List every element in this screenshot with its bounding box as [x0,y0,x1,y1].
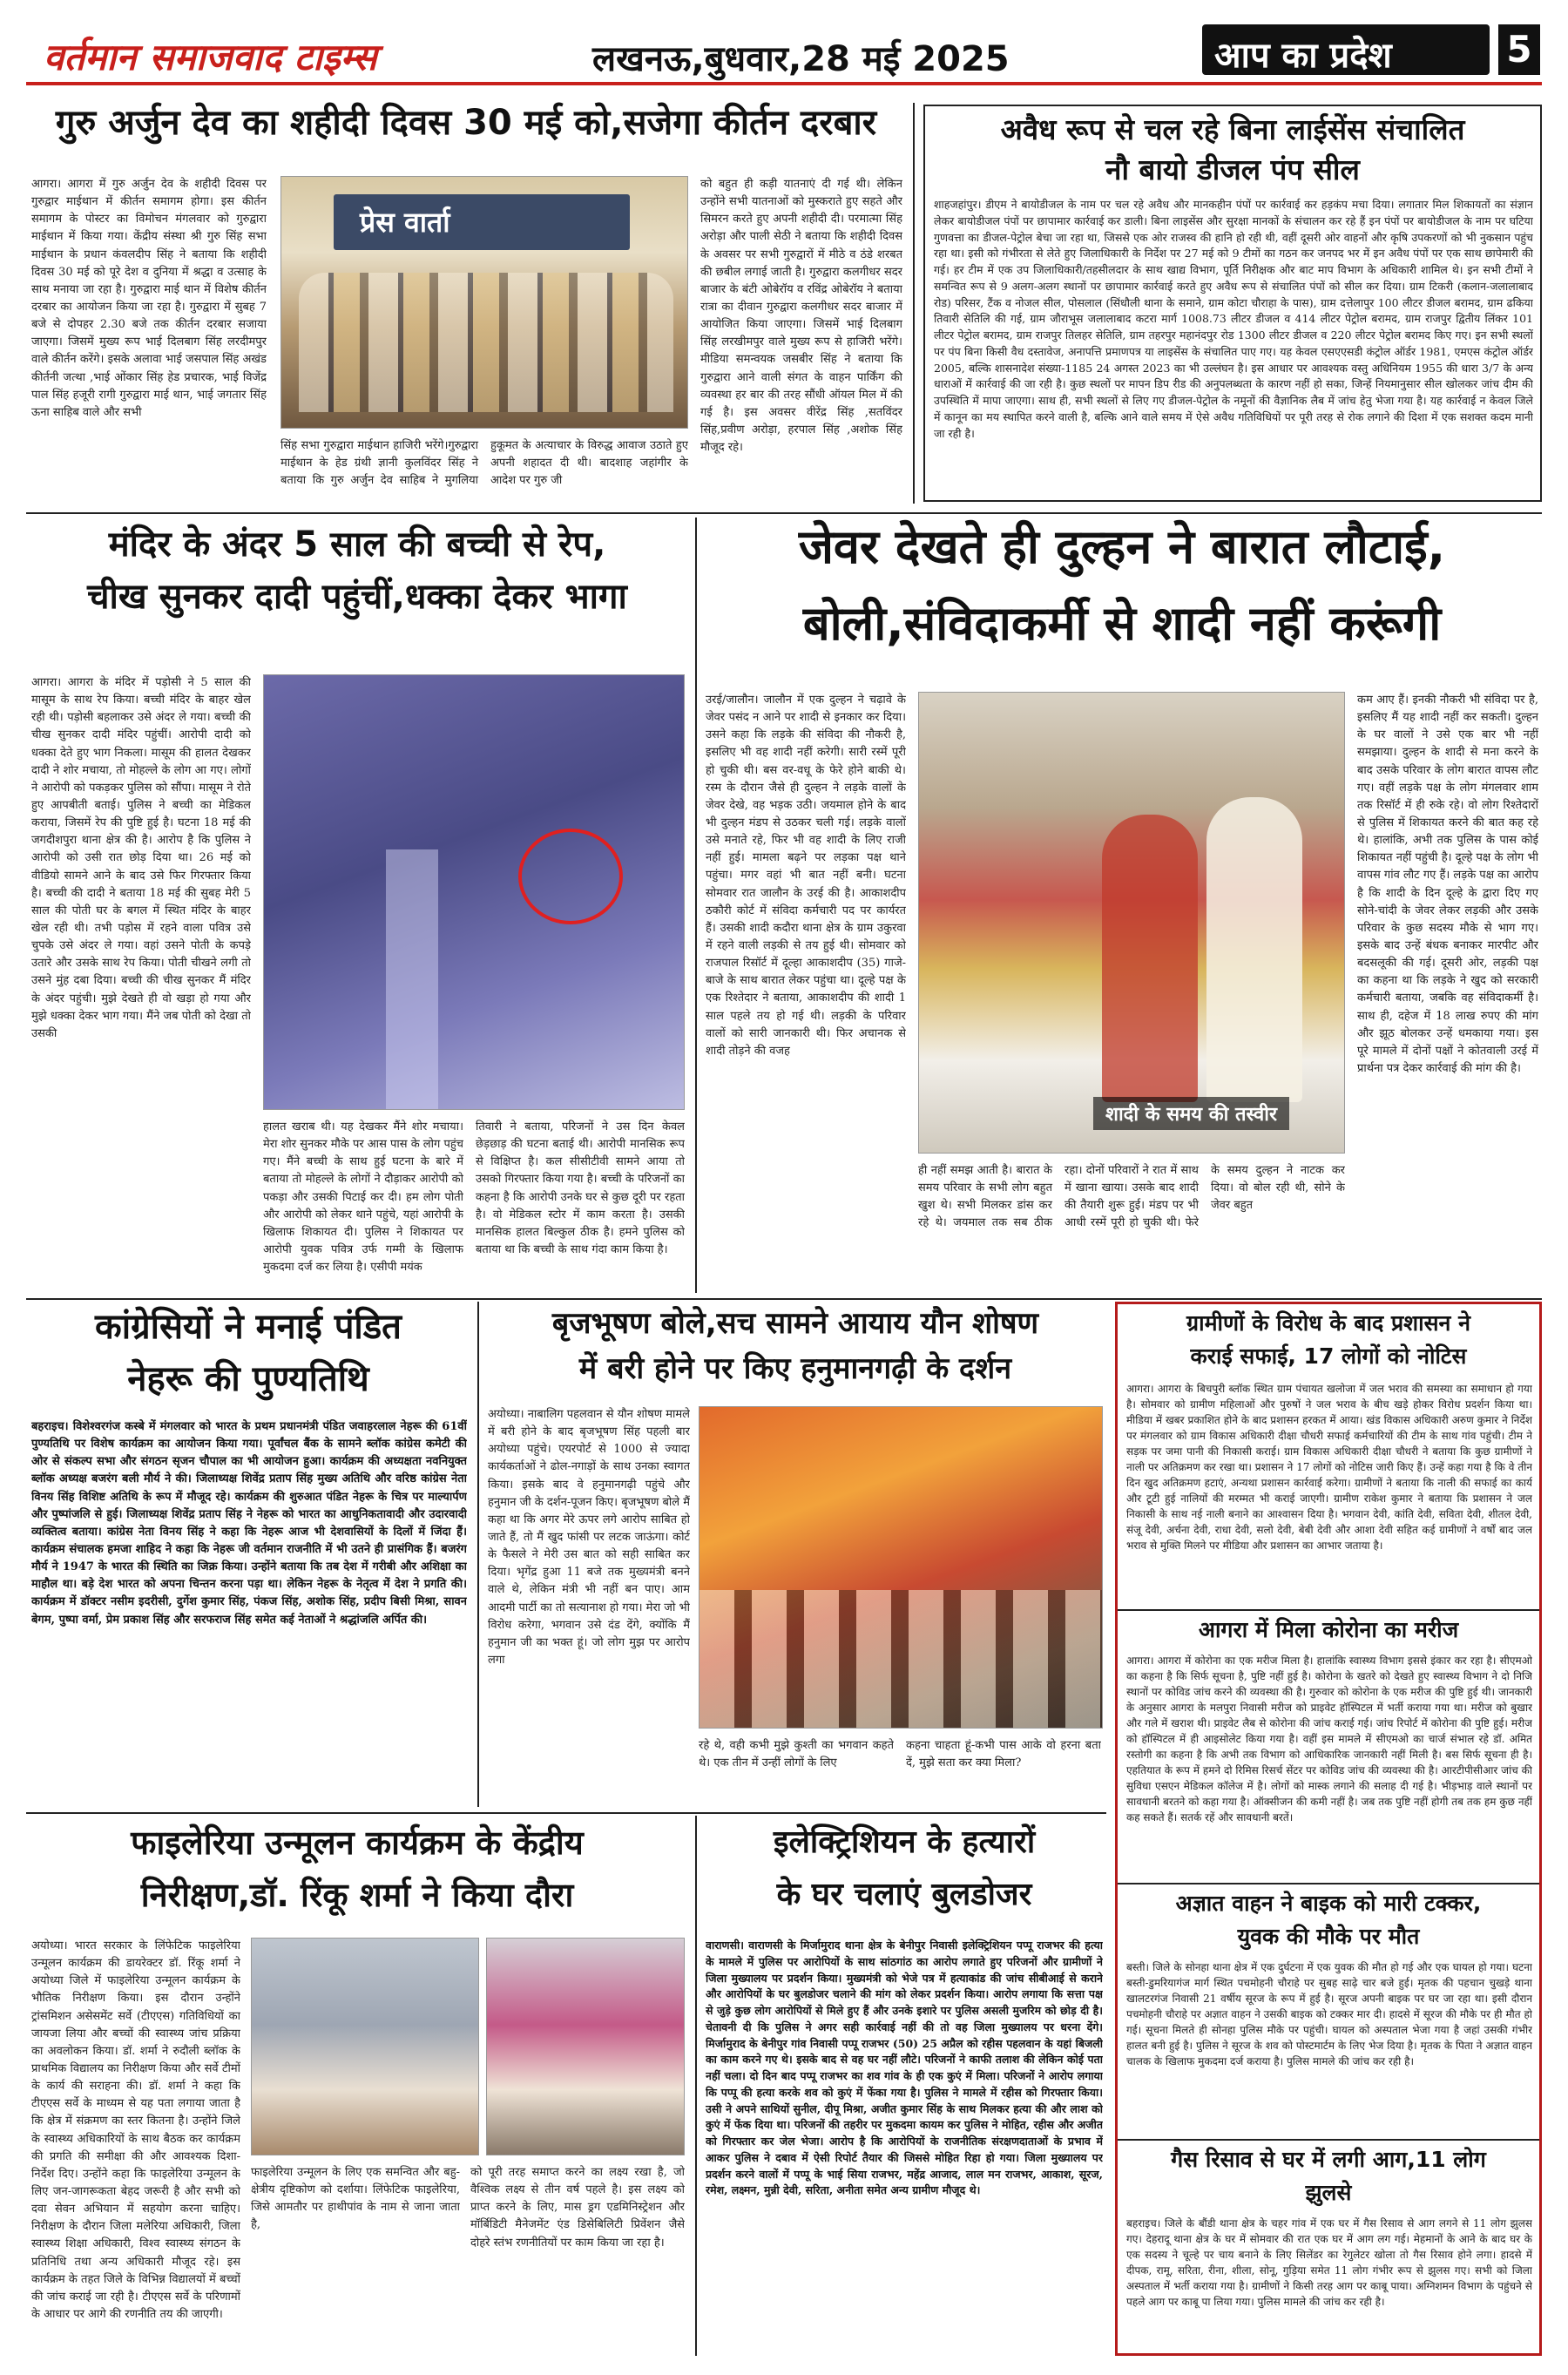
headline-mandir-1: मंदिर के अंदर 5 साल की बच्ची से रेप, [108,524,606,565]
body-diesel: शाहजहांपुर। डीएम ने बायोडीजल के नाम पर चल रहे अवैध और मानकहीन पंपों पर कार्रवाई कर हड़कंप मचा दिया। लगातार मिल शिकायतों का संज्ञान लेकर बायोडीजल पंपों पर छापामार कार्रवाई कर डाली। बिना लाइसेंस और सुरक्षा मानकों के संचालन कर रहे हैं इन पंपों पर बायोडीजल के नाम पर घटिया गुणवत्ता का डीजल-पेट्रोल बेचा जा रहा था, जिससे एक ओर राजस्व की हानि हो रही थी, वहीं दूसरी ओर वाहनों और कृषि उपकरणों को भी नुकसान पहुंच रहा था। इसी को गंभीरता से लेते हुए जिलाधिकारी के निर्देश पर 27 मई को 9 टीमों का गठन कर जनपद भर में इन अवैध पंपों पर एक साथ छापेमारी की गई। हर टीम में एक उप जिलाधिकारी/तहसीलदार के साथ खाद्य विभाग, पूर्ति निरीक्षक और बाट माप विभाग के अधिकारी शामिल थे। इन सभी टीमों ने समन्वित रूप से 9 अलग-अलग स्थानों पर छापामार कार्रवाई करते हुए अवैध रूप से संचालित पंपों को सील कर दिया। ग्राम टिकरी (कलान-जलालाबाद रोड) परिसर, टैंक व नोजल सील, पोसलाल (सिंधौली थाना के समाने, ग्राम कोटा चौराहा के पास), ग्राम दत्तेलापुर 100 लीटर डीजल बरामद, ग्राम ढकिया तिवारी सेतिलि की गई, ग्राम जौराभूस जलालाबाद कटरा मार्ग 1008.73 लीटर डीजल व 414 लीटर पेट्रोल बरामद, ग्राम राजपुर द्वितीय लिंकर 101 लीटर पेट्रोल बरामद, ग्राम राजपुर तिलहर सेतिलि, ग्राम तहरपुर महानंदपुर रोड 1300 लीटर डीजल व 220 लीटर पेट्रोल बरामद किए गए। इन सभी स्थलों पर पंप बिना किसी वैध दस्तावेज, अनापत्ति प्रमाणपत्र या लाइसेंस के संचालित पाए गए। यह केवल एसएएसडी कंट्रोल ऑर्डर 1981, एमएस कंट्रोल ऑर्डर 2005, बल्कि शासनादेश संख्या-1185 24 अगस्त 2023 का भी उल्लंघन है। इस आधार पर आवश्यक वस्तु अधिनियम 1955 की धारा 3/7 के अन्य धाराओं में कार्रवाई की जा रही है। कुछ स्थलों पर मापन डिप रीड की अनुपलब्धता के कारण नहीं हो सका, जिन्हें नियमानुसार सील खोलकर जांच दीम की उपस्थिति में मापा जाएगा। साथ ही, सभी स्थलों से लिए गए डीजल-पेट्रोल के नमूनों की वैज्ञानिक लैब में जांच हेतु भेजा गया है। यह कार्रवाई न केवल जिले में कानून का मय स्थापित करने वाली है, बल्कि आने वाले समय में ऐसे अवैध गतिविधियों पर पूरी तरह से रोक लगाने की दिशा में एक सशक्त कदम मानी जा रही है। [934,198,1533,440]
section-tag [1202,24,1490,75]
dateline: लखनऊ,बुधवार,28 मई 2025 [592,39,1010,79]
body-mandir-col2: हालत खराब थी। यह देखकर मैंने शोर मचाया। मेरा शोर सुनकर मौके पर आस पास के लोग पहुंच गए। मैंने बच्ची के साथ हुई घटना के बारे में बताया तो मोहल्ले के लोगों ने दौड़ाकर आरोपी को पकड़ा और उसकी पिटाई कर दी। हम लोग पोती और आरोपी को लेकर थाने पहुंचे, यहां आरोपी के खिलाफ शिकायत दी। पुलिस ने शिकायत पर आरोपी युवक पवित्र उर्फ गम्मी के खिलाफ मुकदमा दर्ज कर लिया है। एसीपी मयंक [263,1120,463,1275]
headline-gramin-2: कराई सफाई, 17 लोगों को नोटिस [1190,1343,1467,1369]
body-mandir-col3: तिवारी ने बताया, परिजनों ने उस दिन केवल छेड़छाड़ की घटना बताई थी। आरोपी मानसिक रूप से विक्षिप्त है। कल सीसीटीवी सामने आया तो उसको गिरफ्तार किया गया है। बच्ची के परिजनों का कहना है कि आरोपी उनके घर से कुछ दूरी पर रहता है। वो मेडिकल स्टोर में काम करता है। उसकी मानसिक हालत बिल्कुल ठीक है। हमने पुलिस को बताया था कि बच्ची के साथ गंदा काम किया है। [476,1120,685,1256]
divider-v-mid [695,518,697,1293]
photo-filaria-2 [486,1938,685,2155]
photo-filaria-1 [251,1938,479,2155]
caption-guru-arjun [280,437,688,504]
body-brij: अयोध्या। नाबालिग पहलवान से यौन शोषण मामले में बरी होने के बाद बृजभूषण सिंह पहली बार अयोध्या पहुंचे। एयरपोर्ट से 1000 से ज्यादा कार्यकर्ताओं ने ढोल-नगाड़ों के साथ उनका स्वागत किया। इसके बाद वे हनुमानगढ़ी पहुंचे और हनुमान जी के दर्शन-पूजन किए। बृजभूषण बोले मैं कहा था कि अगर मेरे ऊपर लगे आरोप साबित हो जाते हैं, तो मैं खुद फांसी पर लटक जाऊंगा। कोर्ट के फैसले ने मेरी उस बात को सही साबित कर दिया। भृगेंद्र हुआ 11 बजे तक मुख्यमंत्री बनने वाले थे, लेकिन मंत्री भी नहीं बन पाए। आम आदमी पार्टी का तो सत्यानाश हो गया। मेरा जो भी विरोध करेगा, भगवान उसे दंड देंगे, क्योंकि मैं हनुमान जी का भक्त हूं। जो लोग मुझ पर आरोप लगा [488,1408,690,1667]
masthead [26,19,1542,101]
body-guru-arjun-col1: आगरा। आगरा में गुरु अर्जुन देव के शहीदी दिवस पर गुरुद्वार माईथान में कीर्तन समागम होगा। इस कीर्तन समागम के पोस्टर का विमोचन मंगलवार को गुरुद्वारा माईथान में किया गया। केंद्रीय संस्था श्री गुरु सिंह सभा माईथान के प्रधान कंवलदीप सिंह ने बताया कि शहीदी दिवस 30 मई को पूरे देश व दुनिया में श्रद्धा व उत्साह के साथ मनाया जा रहा है। गुरुद्वारा माई थान में विशेष कीर्तन दरबार का आयोजन किया जा रहा है। गुरुद्वारा में सुबह 7 बजे से दोपहर 2.30 बजे तक कीर्तन दरबार सजाया जाएगा। जिसमें मुख्य रूप भाई दिलबाग सिंह लरदीमपुर वाले कीर्तन करेंगे। इसके अलावा भाई जसपाल सिंह अखंड कीर्तनी जत्था ,भाई ओंकार सिंह हेड प्रचारक, भाई विजेंद्र पाल सिंह हजूरी रागी गुरुद्वारा माई थान, भाई जगतार सिंह ऊना साहिब वाले और सभी [31,178,267,419]
press-banner [334,194,630,250]
photo-crowd [700,1590,1103,1729]
headline-jewar-2: बोली,संविदाकर्मी से शादी नहीं करूंगी [802,596,1442,651]
photo-press-conference [280,176,688,429]
headline-brij-2: में बरी होने पर किए हनुमानगढ़ी के दर्शन [578,1351,1012,1386]
article-mandir [26,518,688,1293]
body-electrician: वाराणसी। वाराणसी के मिर्जामुराद थाना क्षेत्र के बेनीपुर निवासी इलेक्ट्रिशियन पप्पू राजभर की हत्या के मामले में पुलिस पर आरोपियों के साथ सांठगांठ का आरोप लगाते हुए परिजनों और ग्रामीणों ने जिला मुख्यालय पर प्रदर्शन किया। मुख्यमंत्री को भेजे पत्र में हत्याकांड की जांच सीबीआई से कराने और आरोपियों के घर बुलडोजर चलाने की मांग को लेकर प्रदर्शन किया। आरोप लगाया कि सत्ता पक्ष से जुड़े कुछ लोग आरोपियों से मिले हुए हैं और उनके इशारे पर पुलिस असली मुजरिम को छोड़ दी है। चेतावनी दी कि पुलिस ने अगर सही कार्रवाई नहीं की तो वह जिला मुख्यालय पर धरना देंगे। मिर्जामुराद के बेनीपुर गांव निवासी पप्पू राजभर (50) 25 अप्रैल को रहीस पहलवान के यहां बिजली का काम करने गए थे। इसके बाद से वह घर नहीं लौटे। परिजनों ने काफी तलाश की लेकिन कोई पता नहीं चला। दो दिन बाद पप्पू राजभर का शव गांव के ही एक कुएं में मिला। परिजनों ने आरोप लगाया कि पप्पू की हत्या करके शव को कुएं में फेंका गया है। पुलिस ने मामले में रहीस को गिरफ्तार किया। उसी ने अपने साथियों सुनील, दीपू मिश्रा, अजीत कुमार सिंह के साथ मिलकर हत्या की और लाश को कुएं में फेंक दिया था। परिजनों की तहरीर पर मुकदमा कायम कर पुलिस ने मोहित, रहीस और अजीत को गिरफ्तार कर जेल भेजा। आरोप है कि आरोपियों के राजनीतिक संरक्षणदाताओं के प्रभाव में आकर पुलिस ने दबाव में ऐसी रिपोर्ट तैयार की जिससे मोहित रिहा हो गया। जिला मुख्यालय पर प्रदर्शन करने वालों में पप्पू के भाई सिया राजभर, महेंद्र आजाद, लाल मन राजभर, आकाश, सूरज, रमेश, लक्ष्मन, मुन्नी देवी, सरिता, अनीता समेत अन्य ग्रामीण मौजूद थे। [706,1939,1103,2197]
divider-v-row3a [477,1302,479,1807]
headline-gas-2: झुलसे [1305,2180,1352,2205]
headline-gramin-1: ग्रामीणों के विरोध के बाद प्रशासन ने [1186,1310,1470,1336]
section-title: आप का प्रदेश [1214,36,1392,76]
page-number: 5 [1498,24,1540,75]
caption-guru-arjun-b: साहिब ने मुगलिया हुकूमत के अत्याचार के विरुद्ध आवाज उठाते हुए अपनी शहादत दी थी। बादशाह जहांगीर के आदेश पर गुरु जी [399,439,688,488]
photo-caption-wedding: शादी के समय की तस्वीर [1093,1097,1289,1130]
headline-bike-1: अज्ञात वाहन ने बाइक को मारी टक्कर, [1175,1891,1482,1916]
headline-mandir-2: चीख सुनकर दादी पहुंचीं,धक्का देकर भागा [87,577,627,617]
article-brijbhushan [484,1302,1106,1807]
article-congress [26,1302,470,1807]
masthead-rule [26,82,1542,85]
article-guru-arjun [26,98,906,507]
caption-brij-2: कहना चाहता हूं-कभी पास आके वो हरना बता दें, मुझे सता कर क्या मिला? [906,1739,1101,1770]
headline-guru-arjun: गुरु अर्जुन देव का शहीदी दिवस 30 मई को,सजेगा कीर्तन दरबार [55,103,877,143]
cctv-pillar [386,849,438,1110]
press-banner-text: प्रेस वार्ता [360,206,450,239]
headline-diesel-2: नौ बायो डीजल पंप सील [1105,152,1360,186]
photo-wedding [918,692,1345,1154]
headline-diesel-1: अवैध रूप से चल रहे बिना लाईसेंस संचालित [1000,112,1465,146]
divider-corona [1118,1609,1539,1611]
headline-filaria-2: निरीक्षण,डॉ. रिंकू शर्मा ने किया दौरा [140,1876,574,1914]
article-filaria [26,1816,688,2356]
headline-congress-2: नेहरू की पुण्यतिथि [127,1359,369,1399]
headline-bike-2: युवक की मौके पर मौत [1237,1924,1420,1949]
paper-name: वर्तमान समाजवाद टाइम्स [44,36,377,78]
body-bike: बस्ती। जिले के सोनहा थाना क्षेत्र में एक दुर्घटना में एक युवक की मौत हो गई और एक घायल हो गया। घटना बस्ती-डुमरियागंज मार्ग स्थित पचमोहनी चौराहे पर सुबह साढ़े चार बजे हुई। मृतक की पहचान चुखड़े थाना खालटरगंज निवासी 21 वर्षीय सूरज के रूप में हुई है। सूरज अपनी बाइक पर घर जा रहा था। इसी दौरान पचमोहनी चौराहे पर अज्ञात वाहन ने उसकी बाइक को टक्कर मार दी। हादसे में सूरज की मौके पर ही मौत हो गई। सूचना मिलते ही सोनहा पुलिस मौके पर पहुंची। घायल को अस्पताल भेजा गया है जहां उसकी गंभीर हालत बनी हुई है। पुलिस ने सूरज के शव को पोस्टमार्टम के लिए भेज दिया है। मृतक के पिता ने अज्ञात वाहन चालक के खिलाफ मुकदमा दर्ज कराया है। पुलिस मामले की जांच कर रही है। [1126,1961,1532,2067]
caption-guru-arjun-a: सिंह सभा गुरुद्वारा माईथान हाजिरी भरेंगे।गुरुद्वारा माईथान के हेड ग्रंथी ज्ञानी कुलविंदर सिंह ने बताया कि गुरु अर्जुन देव [280,439,478,488]
cctv-highlight-circle [518,829,623,924]
body-jewar: उरई/जालौन। जालौन में एक दुल्हन ने चढ़ावे के जेवर पसंद न आने पर शादी से इनकार कर दिया। उसने कहा कि लड़के की संविदा की नौकरी है, इसलिए भी वह शादी नहीं करेगी। सारी रस्में पूरी हो चुकी थी। बस वर-वधू के फेरे होने बाकी थे। रस्म के दौरान जैसे ही दुल्हन ने लड़के वालों के जेवर देखे, वह भड़क उठी। जयमाल होने के बाद भी दुल्हन मंडप से उठकर चली गई। लड़के वालों उसे मनाते रहे, फिर भी वह शादी के लिए राजी नहीं हुई। मामला बढ़ने पर लड़का पक्ष थाने पहुंचा। मगर वहां भी बात नहीं बनी। घटना सोमवार रात जालौन के उरई की है। आकाशदीप ठकौरी कोर्ट में संविदा कर्मचारी पद पर कार्यरत हैं। उसकी शादी कदौरा थाना क्षेत्र के ग्राम उकुरवा में रहने वाली लड़की से तय हुई थी। सोमवार को राजपाल रिसॉर्ट में दूल्हा आकाशदीप (35) गाजे-बाजे के साथ बारात लेकर पहुंचा था। दूल्हे पक्ष के एक रिश्तेदार ने बताया, आकाशदीप की शादी 1 साल पहले तय हो गई थी। लड़की के परिवार वालों को सारी जानकारी थी। फिर अचानक से शादी तोड़ने की वजह [706,694,906,1058]
body-jewar-bottom: ही नहीं समझ आती है। बारात के समय परिवार के सभी लोग बहुत खुश थे। सभी मिलकर डांस कर रहे थे। जयमाल तक सब ठीक रहा। दोनों परिवारों ने रात में साथ में खाना खाया। उसके बाद शादी की तैयारी शुरू हुई। मंडप पर भी आधी रस्में पूरी हो चुकी थी। फेरे के समय दुल्हन ने नाटक कर दिया। वो बोल रही थी, सोने के जेवर बहुत [918,1164,1345,1230]
body-corona: आगरा। आगरा में कोरोना का एक मरीज मिला है। हालांकि स्वास्थ्य विभाग इससे इंकार कर रहा है। सीएमओ का कहना है कि सिर्फ सूचना है, पुष्टि नहीं हुई है। कोरोना के खतरे को देखते हुए स्वास्थ्य विभाग ने दो निजि स्थानों पर कोविड जांच करने की व्यवस्था की है। गुरुवार को कोरोना के एक मरीज की पुष्टि हुई थी। जानकारी के अनुसार आगरा के मलपुरा निवासी मरीज को प्राइवेट हॉस्पिटल में भर्ती कराया गया था। मरीज को बुखार और गले में खराश थी। प्राइवेट लैब से कोरोना की जांच कराई गई। जांच रिपोर्ट में कोरोना की पुष्टि हुई। मरीज को हॉस्पिटल में ही आइसोलेट किया गया है। वहीं इस मामले में सीएमओ का चार्ज संभाल रहे डॉ. अमित रस्तोगी का कहना है कि अभी तक विभाग को आधिकारिक जानकारी नहीं मिली है। बस सिर्फ सूचना ही है। एहतियात के रूप में हमने दो रिमिस रिसर्च सेंटर पर कोविड जांच की व्यवस्था की है। आरटीपीसीआर जांच की सुविधा एसएन मेडिकल कॉलेज में है। लोगों को मास्क लगाने की सलाह दी गई है। भीड़भाड़ वाले स्थानों पर सावधानी बरतने को कहा गया है। ऑक्सीजन की कमी नहीं है। जब तक पुष्टि नहीं होगी तब तक हम कुछ नहीं कह सकते हैं। सतर्क रहें और सावधानी बरतें। [1126,1654,1532,1824]
headline-congress-1: कांग्रेसियों ने मनाई पंडित [95,1307,402,1347]
article-bio-diesel [923,105,1542,502]
photo-cctv-mandir [263,674,685,1110]
headline-gas-1: गैस रिसाव से घर में लगी आग,11 लोग [1171,2147,1486,2172]
photo-brijbhushan [699,1406,1103,1729]
caption-filaria-1: फाइलेरिया उन्मूलन के लिए एक समन्वित और बहु-क्षेत्रीय दृष्टिकोण को दर्शाया। लिंफेटिक फाइलेरिया, जिसे आमतौर पर हाथीपांव के नाम से जाना जाता है, [251,2166,460,2232]
article-electrician [702,1816,1106,2356]
body-gramin: आगरा। आगरा के बिचपुरी ब्लॉक स्थित ग्राम पंचायत खलोजा में जल भराव की समस्या का समाधान हो गया है। सोमवार को ग्रामीण महिलाओं और पुरुषों ने जल भराव के बीच खड़े होकर विरोध प्रदर्शन किया था। मीडिया में खबर प्रकाशित होने के बाद प्रशासन हरकत में आया। खंड विकास अधिकारी अरुण कुमार ने निर्देश पर मंगलवार को ग्राम विकास अधिकारी दीक्षा चौधरी सफाई कर्मचारियों की टीम के साथ गांव पहुंची। टीम ने सड़क पर जमा पानी की निकासी कराई। ग्राम विकास अधिकारी दीक्षा चौधरी ने बताया कि कुछ ग्रामीणों ने नाली पर अतिक्रमण कर रखा था। प्रशासन ने 17 लोगों को नोटिस जारी किए हैं। उन्हें कहा गया है कि वे तीन दिन खुद अतिक्रमण हटाएं, अन्यथा प्रशासन कार्रवाई करेगा। ग्रामीणों ने बताया कि नाली की सफाई का कार्य और टूटी हुई नालियों की मरम्मत भी कराई जाएगी। ग्रामीण राकेश कुमार ने बताया कि प्रशासन ने जल निकासी के साथ नई नाली बनाने का आश्वासन दिया है। भगवान देवी, कांति देवी, सविता देवी, शीतल देवी, संजू देवी, अर्चना देवी, राधा देवी, सलो देवी, बेबी देवी और आशा देवी सहित कई ग्रामीणों ने वर्षों बाद जल भराव से मुक्ति मिलने पर मीडिया और प्रशासन का आभार जताया है। [1126,1383,1532,1552]
divider-v-bottom [695,1816,697,2356]
headline-corona: आगरा में मिला कोरोना का मरीज [1198,1617,1459,1642]
divider-bike [1118,1883,1539,1884]
divider-h-2 [26,1298,1542,1300]
body-jewar-right: कम आए हैं। इनकी नौकरी भी संविदा पर है, इसलिए मैं यह शादी नहीं कर सकती। दुल्हन के घर वालों ने उसे एक बार भी नहीं समझाया। दुल्हन के शादी से मना करने के बाद उसके परिवार के लोग बारात वापस लौट गए। वहीं लड़के पक्ष के लोग मंगलवार शाम तक रिसॉर्ट में ही रुके रहे। वो लोग रिश्तेदारों से पुलिस में शिकायत करने की बात कह रहे थे। हालांकि, अभी तक पुलिस के पास कोई शिकायत नहीं पहुंची है। दूल्हे पक्ष के लोग भी वापस गांव लौट गए हैं। लड़के पक्ष का आरोप है कि शादी के दिन दूल्हे के द्वारा दिए गए सोने-चांदी के जेवर लेकर लड़की और उसके परिवार के कुछ सदस्य मौके से भाग गए। इसके बाद उन्हें बंधक बनाकर मारपीट और बदसलूकी की गई। दूसरी ओर, लड़की पक्ष का कहना था कि लड़के ने खुद को सरकारी कर्मचारी बताया, जबकि वह संविदाकर्मी है। साथ ही, दहेज में 18 लाख रुपए की मांग और झूठ बोलकर उन्हें धमकाया गया। इस पूरे मामले में दोनों पक्षों ने कोतवाली उरई में प्रार्थना पत्र देकर कार्रवाई की मांग की है। [1357,694,1538,1075]
caption-brij-1: रहे थे, वही कभी मुझे कुश्ती का भगवान कहते थे। एक तीन में उन्हीं लोगों के लिए [699,1739,894,1770]
body-guru-arjun-col2: को बहुत ही कड़ी यातनाएं दी गई थी। लेकिन उन्होंने सभी यातनाओं को मुस्कराते हुए सहते और सिमरन करते हुए अपनी शहीदी दी। परमात्मा सिंह अरोड़ा और पाली सेठी ने बताया कि शहीदी दिवस के अवसर पर सभी गुरुद्वारों में मीठे व ठंडे शरबत की छबील लगाई जाती है। गुरुद्वारा कलगीधर सदर बाजार के बंटी ओबेरॉय व रविंद्र ओबेरॉय ने बताया रात्रा का दीवान गुरुद्वारा कलगीधर सदर बाजार में आयोजित किया जाएगा। जिसमें भाई दिलबाग सिंह लरखीमपुर वाले मुख्य रूप से हाजिरी भरेंगे। मीडिया समन्वयक जसबीर सिंह ने बताया कि गुरुद्वारा आने वाली संगत के वाहन पार्किंग की व्यवस्था हर बार की तरह सौंधी ऑयल मिल में की गई है। इस अवसर वीरेंद्र सिंह ,सतविंदर सिंह,प्रवीण अरोड़ा, हरपाल सिंह ,अशोक सिंह मौजूद रहे। [700,178,902,455]
divider-h-1 [26,512,1542,514]
body-gas: बहराइच। जिले के बौंडी थाना क्षेत्र के चहर गांव में एक घर में गैस रिसाव से आग लगने से 11 लोग झुलस गए। देहरादू थाना क्षेत्र के घर में सोमवार की रात एक घर में आग लग गई। मेहमानों के आने के बाद घर के एक सदस्य ने चूल्हे पर चाय बनाने के लिए सिलेंडर का रेगुलेटर खोला तो गैस रिसाव होने लगा। हादसे में दीपक, रामू, सरिता, रीना, शीला, सोनू, गुड़िया समेत 11 लोग गंभीर रूप से झुलस गए। सभी को जिला अस्पताल में भर्ती कराया गया है। ग्रामीणों ने किसी तरह आग पर काबू पाया। अग्निशमन विभाग के पहुंचने से पहले आग पर काबू पा लिया गया। पुलिस मामले की जांच कर रही है। [1126,2217,1532,2308]
headline-brij-1: बृजभूषण बोले,सच सामने आयाय यौन शोषण [551,1306,1039,1341]
article-jewar [702,518,1542,1293]
photo-people [299,273,673,412]
body-congress: बहराइच। विशेश्वरगंज कस्बे में मंगलवार को भारत के प्रथम प्रधानमंत्री पंडित जवाहरलाल नेहरू की 61वीं पुण्यतिथि पर विशेष कार्यक्रम का आयोजन किया गया। पूर्वांचल बैंक के सामने ब्लॉक कांग्रेस कमेटी की ओर से संकल्प सभा और संगठन सृजन चौपाल का भी आयोजन हुआ। कार्यक्रम की अध्यक्षता नवनियुक्त ब्लॉक अध्यक्ष बजरंग बली मौर्य ने की। जिलाध्यक्ष शिवेंद्र प्रताप सिंह मुख्य अतिथि और वरिष्ठ कांग्रेस नेता विनय सिंह विशिष्ट अतिथि के रूप में मौजूद रहे। कार्यक्रम की शुरुआत पंडित नेहरू के चित्र पर माल्यार्पण और पुष्पांजलि से हुई। जिलाध्यक्ष शिवेंद्र प्रताप सिंह ने नेहरू को भारत का आधुनिकतावादी और उदारवादी व्यक्तित्व बताया। कांग्रेस नेता विनय सिंह ने कहा कि नेहरू आज भी देशवासियों के दिलों में जिंदा हैं। कार्यक्रम संचालक हमजा शाहिद ने कहा कि नेहरू जी वर्तमान राजनीति में भी उतने ही प्रासंगिक हैं। बजरंग मौर्य ने 1947 के भारत की स्थिति का जिक्र किया। उन्होंने बताया कि तब देश में गरीबी और अशिक्षा का माहौल था। बड़े देश भारत को अपना चिन्तन करना पड़ा था। लेकिन नेहरू के नेतृत्व में देश ने प्रगति की। कार्यक्रम में डॉक्टर नसीम इदरीसी, दुर्गेश कुमार सिंह, पंकज सिंह, अशोक सिंह, प्रदीप बिसी मिश्रा, सावन बेगम, पुष्पा वर्मा, प्रेम प्रकाश सिंह और सरफराज सिंह समेत कई नेताओं ने श्रद्धांजलि अर्पित की। [31,1420,467,1627]
body-mandir-col1-text: आगरा। आगरा के मंदिर में पड़ोसी ने 5 साल की मासूम के साथ रेप किया। बच्ची मंदिर के बाहर खेल रही थी। पड़ोसी बहलाकर उसे अंदर ले गया। बच्ची की चीख सुनकर दादी मंदिर पहुंचीं। आरोपी दादी को धक्का देते हुए भाग निकला। मासूम की हालत देखकर दादी ने शोर मचाया, तो मोहल्ले के लोग आ गए। लोगों ने आरोपी को पकड़कर पुलिस को सौंपा। मासूम ने रोते हुए आपबीती बताई। पुलिस ने बच्ची का मेडिकल कराया, जिसमें रेप की पुष्टि हुई है। घटना 18 मई की जगदीशपुरा थाना क्षेत्र की है। आरोप है कि पुलिस ने आरोपी को उसी रात छोड़ दिया था। 26 मई को वीडियो सामने आने के बाद उसे फिर गिरफ्तार किया है। बच्ची की दादी ने बताया 18 मई की सुबह मेरी 5 साल की पोती घर के बगल में स्थित मंदिर के बाहर खेल रही थी। तभी पड़ोस में रहने वाला पवित्र उसे चुपके उसे अंदर ले गया। वहां उसने पोती के कपड़े उतारे और उसके साथ रेप किया। पोती चीखने लगी तो उसने मुंह दबा दिया। बच्ची की चीख सुनकर मैं मंदिर के अंदर पहुंची। मुझे देखते ही वो खड़ा हो गया और मुझे धक्का देकर भाग गया। मैंने जब पोती को देखा तो उसकी [31,676,251,1040]
headline-jewar-1: जेवर देखते ही दुल्हन ने बारात लौटाई, [798,519,1446,574]
headline-electrician-2: के घर चलाएं बुलडोजर [776,1877,1032,1912]
divider-h-3 [26,1812,1106,1814]
headline-filaria-1: फाइलेरिया उन्मूलन कार्यक्रम के केंद्रीय [131,1824,584,1862]
divider-gas [1118,2139,1539,2141]
caption-filaria-2: को पूरी तरह समाप्त करने का लक्ष्य रखा है, जो वैश्विक लक्ष्य से तीन वर्ष पहले है। इस लक्ष्य को प्राप्त करने के लिए, मास ड्रग एडमिनिस्ट्रेशन और मॉर्बिडिटी मैनेजमेंट एंड डिसेबिलिटी प्रिवेंशन जैसे दोहरे स्तंभ रणनीतियों पर काम किया जा रहा है। [470,2166,685,2250]
divider-v-top [913,103,915,504]
body-filaria: अयोध्या। भारत सरकार के लिंफेटिक फाइलेरिया उन्मूलन कार्यक्रम की डायरेक्टर डॉ. रिंकू शर्मा ने अयोध्या जिले में फाइलेरिया उन्मूलन कार्यक्रम के भौतिक निरीक्षण किया। इस दौरान उन्होंने ट्रांसमिशन असेसमेंट सर्वे (टीएएस) गतिविधियों का जायजा लिया और बच्चों की स्वास्थ्य जांच प्रक्रिया का अवलोकन किया। डॉ. शर्मा ने रुदौली ब्लॉक के प्राथमिक विद्यालय का निरीक्षण किया और सर्वे टीमों के कार्य की सराहना की। डॉ. शर्मा ने कहा कि टीएएस सर्वे के माध्यम से यह पता लगाया जाता है कि क्षेत्र में संक्रमण का स्तर कितना है। उन्होंने जिले के स्वास्थ्य अधिकारियों के साथ बैठक कर कार्यक्रम की प्रगति की समीक्षा की और आवश्यक दिशा-निर्देश दिए। उन्होंने कहा कि फाइलेरिया उन्मूलन के लिए जन-जागरूकता बेहद जरूरी है और सभी को दवा सेवन अभियान में सहयोग करना चाहिए। निरीक्षण के दौरान जिला मलेरिया अधिकारी, जिला स्वास्थ्य शिक्षा अधिकारी, विश्व स्वास्थ्य संगठन के प्रतिनिधि तथा अन्य अधिकारी मौजूद रहे। इस कार्यक्रम के तहत जिले के विभिन्न विद्यालयों में बच्चों की जांच कराई जा रही है। टीएएस सर्वे के परिणामों के आधार पर आगे की रणनीति तय की जाएगी। [31,1939,240,2321]
article-gramin [1115,1302,1542,2356]
wedding-bride [1102,815,1198,1102]
wedding-groom [1206,797,1302,1102]
headline-electrician-1: इलेक्ट्रिशियन के हत्यारों [773,1824,1036,1860]
